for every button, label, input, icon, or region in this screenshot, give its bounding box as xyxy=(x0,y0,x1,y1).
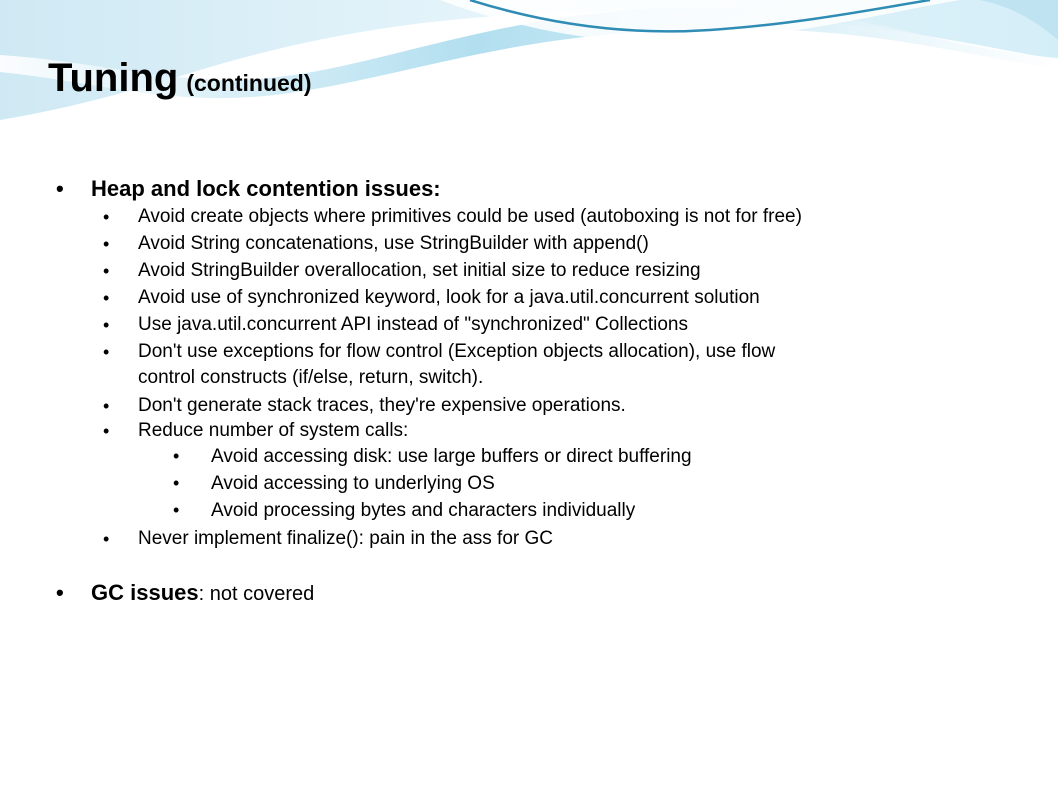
sub-list-item-text: Avoid processing bytes and characters individually xyxy=(211,500,636,521)
bullet-icon: • xyxy=(103,261,110,281)
sub-list-item xyxy=(173,473,495,495)
bullet-icon: • xyxy=(173,446,180,466)
list-item-text: Avoid String concatenations, use StringBuilder with append() xyxy=(138,233,649,254)
title-subtitle: (continued) xyxy=(186,70,312,96)
sub-list-item-text: Avoid accessing to underlying OS xyxy=(211,473,495,494)
list-item xyxy=(103,258,701,284)
list-item xyxy=(103,526,553,552)
sub-list-item xyxy=(173,446,692,468)
bullet-icon: • xyxy=(103,529,110,549)
list-item xyxy=(103,393,626,419)
sub-list-item xyxy=(173,500,636,522)
list-item-text: control constructs (if/else, return, switch). xyxy=(138,367,484,388)
bullet-icon: • xyxy=(103,234,110,254)
section-heading-text: GC issues xyxy=(91,580,199,605)
title-main: Tuning xyxy=(48,56,179,100)
bullet-icon: • xyxy=(56,580,64,605)
bullet-icon: • xyxy=(103,421,110,441)
list-item-text: Never implement finalize(): pain in the ass for GC xyxy=(138,528,553,549)
bullet-icon: • xyxy=(103,342,110,362)
list-item xyxy=(103,312,688,338)
section-note: : not covered xyxy=(198,583,315,605)
list-item xyxy=(103,418,409,444)
list-item-text: Don't generate stack traces, they're expensive operations. xyxy=(138,395,626,416)
list-item xyxy=(103,285,760,311)
list-item-continuation xyxy=(138,365,483,391)
bullet-icon: • xyxy=(103,396,110,416)
list-item-text: Avoid create objects where primitives could be used (autoboxing is not for free) xyxy=(138,206,802,227)
section-heading xyxy=(56,580,315,606)
list-item-text: Avoid use of synchronized keyword, look for a java.util.concurrent solution xyxy=(138,287,760,308)
section-heading-text: Heap and lock contention issues: xyxy=(91,176,441,201)
section-heading xyxy=(56,176,441,202)
list-item xyxy=(103,204,802,230)
list-item-text: Reduce number of system calls: xyxy=(138,420,409,441)
list-item xyxy=(103,339,776,365)
bullet-icon: • xyxy=(103,207,110,227)
list-item xyxy=(103,231,649,257)
bullet-icon: • xyxy=(56,176,64,201)
list-item-text: Avoid StringBuilder overallocation, set initial size to reduce resizing xyxy=(138,260,701,281)
bullet-icon: • xyxy=(173,500,180,520)
list-item-text: Don't use exceptions for flow control (Exception objects allocation), use flow xyxy=(138,341,776,362)
bullet-icon: • xyxy=(173,473,180,493)
bullet-icon: • xyxy=(103,315,110,335)
sub-list-item-text: Avoid accessing disk: use large buffers or direct buffering xyxy=(211,446,692,467)
list-item-text: Use java.util.concurrent API instead of "synchronized" Collections xyxy=(138,314,688,335)
bullet-icon: • xyxy=(103,288,110,308)
